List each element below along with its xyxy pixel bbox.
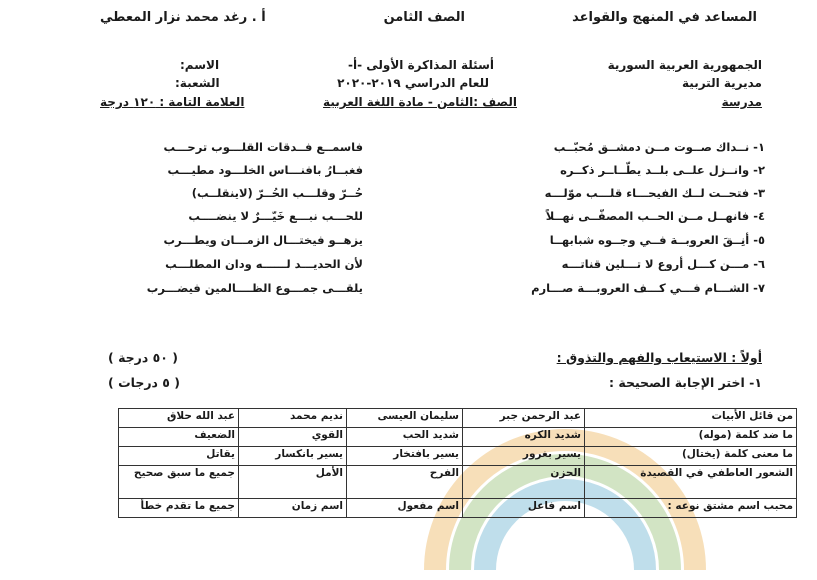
question-1: ١- اختر الإجابة الصحيحة : <box>609 375 762 390</box>
option-cell[interactable]: يقاتل <box>119 447 239 466</box>
table-row <box>119 409 797 428</box>
question-1-marks: ( ٥ درجات ) <box>108 375 181 390</box>
option-cell[interactable]: سليمان العيسى <box>347 409 463 428</box>
verse-2-first: ٢- وانــزل علــى بلــد يطّــاــر ذكــره <box>560 163 765 177</box>
table-row <box>119 428 797 447</box>
option-cell[interactable]: شديد الحب <box>347 428 463 447</box>
option-cell[interactable]: نديم محمد <box>239 409 347 428</box>
question-cell: محبب اسم مشتق نوعه : <box>585 499 797 518</box>
verse-1-second: فاسمــع فــدقات القلـــوب ترحـــب <box>163 140 363 154</box>
option-cell[interactable]: اسم مفعول <box>347 499 463 518</box>
name-label: الاسم: <box>180 58 220 72</box>
verse-5-first: ٥- أنِــقَ العروبــة فــي وجــوه شبابهــا <box>549 233 765 247</box>
section-marks: ( ٥٠ درجة ) <box>108 350 178 365</box>
choices-table <box>118 408 797 518</box>
verse-2-second: فغبــارُ بافنـــاس الخلـــود مطيـــب <box>167 163 363 177</box>
section-title: أولاً : الاستيعاب والفهم والتذوق : <box>556 350 762 365</box>
table-row <box>119 447 797 466</box>
verse-7-second: يلقـــى جمـــوع الظــــالمين فيضـــرب <box>146 281 363 295</box>
verse-7-first: ٧- الشـــام فـــي كـــف العروبـــة صـــارم <box>531 281 765 295</box>
option-cell[interactable]: يسير بافتخار <box>347 447 463 466</box>
verse-5-second: يزهــو فيختـــال الزمـــان ويطـــرب <box>163 233 363 247</box>
doc-title: المساعد في المنهج والقواعد <box>572 10 757 25</box>
verse-3-first: ٣- فتحــت لــك الفيحـــاء قلـــب موّلـــه <box>544 186 765 200</box>
section-label: الشعبة: <box>175 76 220 90</box>
option-cell[interactable]: يسير بانكسار <box>239 447 347 466</box>
option-cell[interactable]: عبد الرحمن جبر <box>463 409 585 428</box>
option-cell[interactable]: الأمل <box>239 466 347 499</box>
option-cell[interactable]: القوي <box>239 428 347 447</box>
table-row <box>119 466 797 499</box>
exam-title: أسئلة المذاكرة الأولى -أ- <box>348 58 494 72</box>
question-cell: من قائل الأبيات <box>585 409 797 428</box>
option-cell[interactable]: الفرح <box>347 466 463 499</box>
question-cell: ما ضد كلمة (موله) <box>585 428 797 447</box>
verse-4-second: للحـــب نبـــع خَيّـــرٌ لا ينضــــب <box>188 209 363 223</box>
country: الجمهورية العربية السورية <box>607 58 762 72</box>
grade-label: الصف الثامن <box>383 10 465 25</box>
option-cell[interactable]: الضعيف <box>119 428 239 447</box>
option-cell[interactable]: عبد الله حلاق <box>119 409 239 428</box>
option-cell[interactable]: جميع ما سبق صحيح <box>119 466 239 499</box>
option-cell[interactable]: اسم زمان <box>239 499 347 518</box>
question-cell: ما معنى كلمة (يختال) <box>585 447 797 466</box>
total-mark: العلامة التامة : ١٢٠ درجة <box>100 95 245 109</box>
option-cell[interactable]: يسير بغرور <box>463 447 585 466</box>
class-subject: الصف :الثامن - مادة اللغة العربية <box>323 95 517 109</box>
school: مدرسة <box>721 95 762 109</box>
option-cell[interactable]: شديد الكره <box>463 428 585 447</box>
school-year: للعام الدراسي ٢٠١٩-٢٠٢٠ <box>337 76 489 90</box>
verse-4-first: ٤- فانهــل مــن الحــب المصفّــى نهــلاً <box>545 209 765 223</box>
verse-6-first: ٦- مـــن كـــل أروع لا تـــلين قناتـــه <box>561 257 765 271</box>
verse-3-second: حُــرّ وقلـــب الحُــرّ (لاينقلــب) <box>191 186 363 200</box>
directorate: مديرية التربية <box>682 76 762 90</box>
option-cell[interactable]: جميع ما تقدم خطأ <box>119 499 239 518</box>
option-cell[interactable]: الحزن <box>463 466 585 499</box>
verse-6-second: لأن الحديـــد لــــــه ودان المطلـــب <box>165 257 363 271</box>
question-cell: الشعور العاطفي في القصيدة <box>585 466 797 499</box>
verse-1-first: ١- نــداك صــوت مــن دمشــق مُحبّــب <box>553 140 765 154</box>
table-row <box>119 499 797 518</box>
teacher-name: أ . رغد محمد نزار المعطي <box>100 10 266 25</box>
option-cell[interactable]: اسم فاعل <box>463 499 585 518</box>
